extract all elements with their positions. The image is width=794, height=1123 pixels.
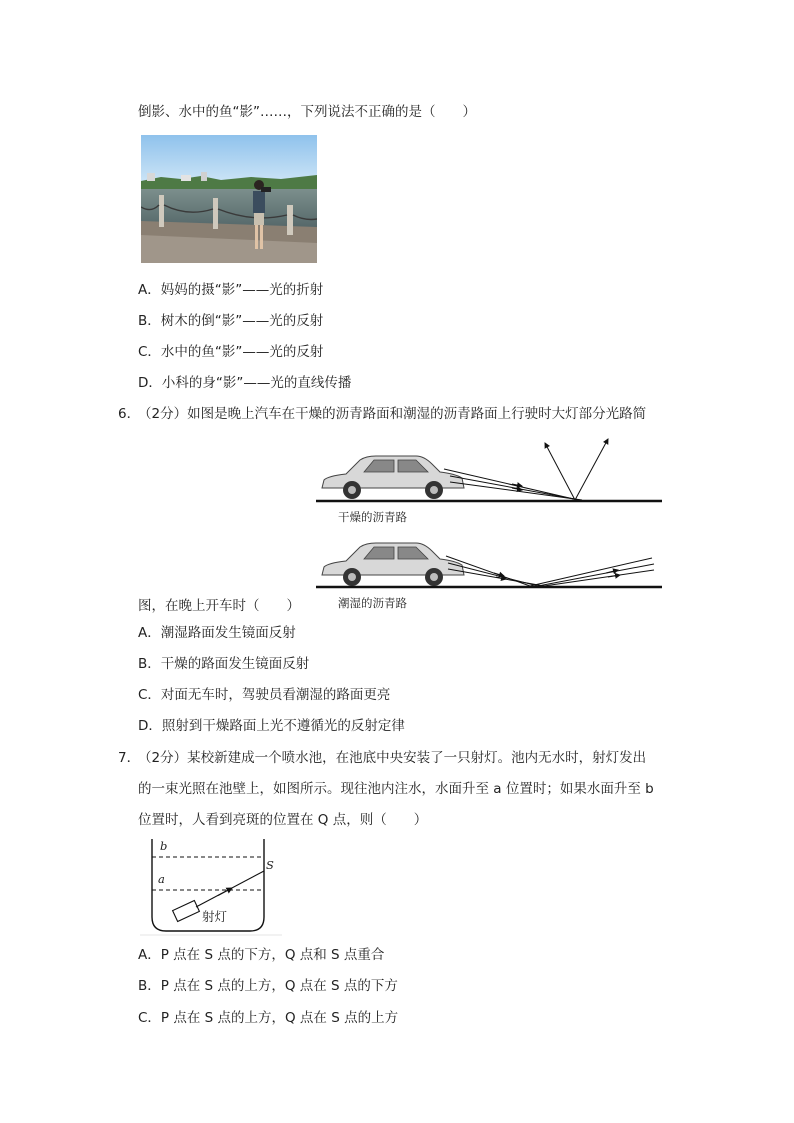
q5-option-a[interactable]: A．妈妈的摄“影”——光的折射 xyxy=(138,282,324,298)
fountain-pool-diagram xyxy=(140,837,290,937)
q6-option-d[interactable]: D．照射到干燥路面上光不遵循光的反射定律 xyxy=(138,718,405,734)
q7-stem-line1: （2分）某校新建成一个喷水池，在池底中央安装了一只射灯。池内无水时，射灯发出 xyxy=(138,750,647,766)
q5-option-c[interactable]: C．水中的鱼“影”——光的反射 xyxy=(138,344,324,360)
q6-option-a[interactable]: A．潮湿路面发生镜面反射 xyxy=(138,625,296,641)
car-wet-road xyxy=(322,543,464,586)
q5-stem-tail: 倒影、水中的鱼“影”……，下列说法不正确的是（ ） xyxy=(138,104,476,120)
label-spotlight: 射灯 xyxy=(202,909,228,924)
q7-option-a[interactable]: A．P 点在 S 点的下方，Q 点和 S 点重合 xyxy=(138,947,385,963)
q6-option-b[interactable]: B．干燥的路面发生镜面反射 xyxy=(138,656,310,672)
car-dry-road xyxy=(322,456,464,499)
q5-option-b[interactable]: B．树木的倒“影”——光的反射 xyxy=(138,313,324,329)
label-b: b xyxy=(160,839,168,853)
label-s: S xyxy=(266,858,274,872)
spotlight-lamp xyxy=(173,900,200,921)
lake-photo xyxy=(141,135,317,263)
q5-option-d[interactable]: D．小科的身“影”——光的直线传播 xyxy=(138,375,352,391)
label-a: a xyxy=(158,872,165,886)
q6-stem-line1: （2分）如图是晚上汽车在干燥的沥青路面和潮湿的沥青路面上行驶时大灯部分光路简 xyxy=(138,406,647,422)
q7-stem-line2: 的一束光照在池壁上，如图所示。现往池内注水，水面升至 a 位置时；如果水面升至 b xyxy=(138,781,654,797)
headlight-diagram xyxy=(316,436,666,616)
q6-stem-line2: 图，在晚上开车时（ ） xyxy=(138,598,300,614)
q7-option-b[interactable]: B．P 点在 S 点的上方，Q 点在 S 点的下方 xyxy=(138,978,398,994)
q7-stem-line3: 位置时，人看到亮斑的位置在 Q 点，则（ ） xyxy=(138,812,428,828)
q6-option-c[interactable]: C．对面无车时，驾驶员看潮湿的路面更亮 xyxy=(138,687,391,703)
q7-number: 7． xyxy=(118,750,141,766)
q6-number: 6． xyxy=(118,406,141,422)
q7-option-c[interactable]: C．P 点在 S 点的上方，Q 点在 S 点的上方 xyxy=(138,1010,399,1026)
wet-road-label: 潮湿的沥青路 xyxy=(338,596,407,610)
dry-road-label: 干燥的沥青路 xyxy=(338,510,407,524)
